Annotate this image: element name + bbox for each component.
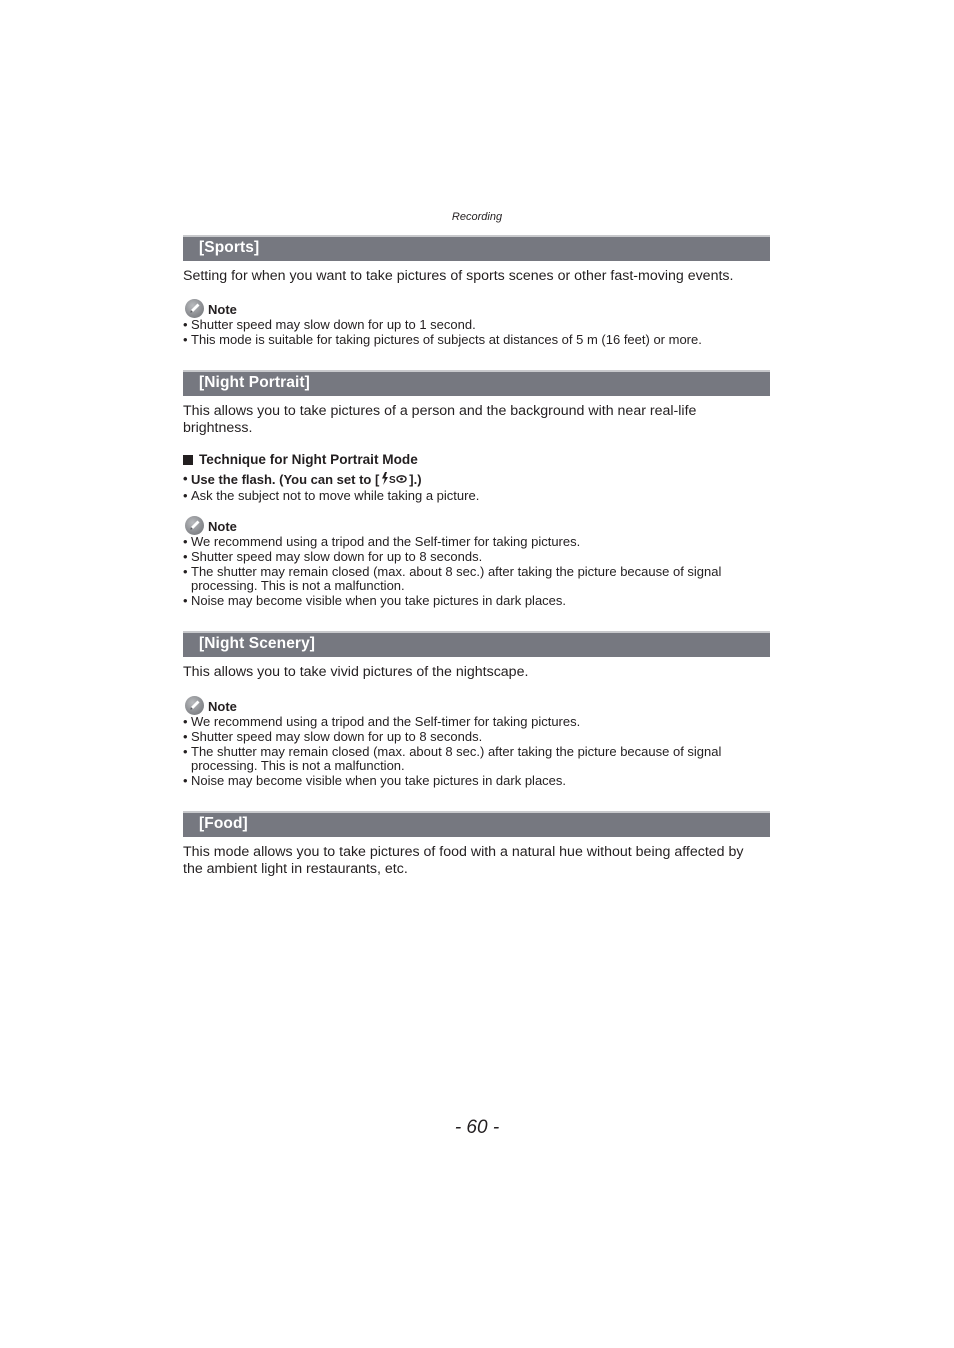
note-label: Note (208, 302, 237, 317)
technique-item: • Ask the subject not to move while taking a picture. (183, 489, 773, 504)
flash-slow-sync-redeye-icon (381, 472, 407, 489)
list-item: • Noise may become visible when you take pictures in dark places. (183, 594, 773, 609)
page-number: - 60 - (454, 1117, 500, 1138)
night-scenery-description: This allows you to take vivid pictures of the nightscape. (183, 664, 529, 680)
section-header-night-scenery (183, 631, 770, 657)
section-header-sports (183, 235, 770, 261)
note-pencil-icon (185, 299, 204, 318)
food-description-line1: This mode allows you to take pictures of food with a natural hue without being affected by (183, 844, 744, 860)
list-item-continuation-text: processing. This is not a malfunction. (191, 758, 405, 774)
night-portrait-description-line2: brightness. (183, 420, 253, 436)
list-item: • We recommend using a tripod and the Self-timer for taking pictures. (183, 535, 773, 550)
technique-list (183, 472, 773, 504)
technique-flash-text-before: Use the flash. (You can set to [ (191, 471, 380, 487)
section-title-night-portrait: [Night Portrait] (199, 374, 310, 391)
note-label: Note (208, 519, 237, 534)
night-portrait-description (183, 403, 773, 437)
technique-item-flash (183, 472, 773, 489)
list-item: • Shutter speed may slow down for up to 8 seconds. (183, 550, 773, 565)
note-pencil-icon (185, 516, 204, 535)
list-item: • The shutter may remain closed (max. about 8 sec.) after taking the picture because of signal (183, 565, 773, 580)
sports-description: Setting for when you want to take pictures of sports scenes or other fast-moving events. (183, 268, 734, 284)
list-item: • We recommend using a tripod and the Self-timer for taking pictures. (183, 715, 773, 730)
sports-note-heading (185, 298, 237, 318)
list-item-continuation-text: processing. This is not a malfunction. (191, 578, 405, 594)
list-item-continuation (183, 759, 773, 774)
list-item: • This mode is suitable for taking pictures of subjects at distances of 5 m (16 feet) or more. (183, 333, 773, 348)
list-item: • Noise may become visible when you take pictures in dark places. (183, 774, 773, 789)
section-title-food: [Food] (199, 815, 248, 832)
food-description-line2: the ambient light in restaurants, etc. (183, 861, 408, 877)
technique-heading (183, 452, 418, 467)
technique-flash-text-after: ].) (409, 471, 422, 487)
section-title-night-scenery: [Night Scenery] (199, 635, 316, 652)
night-portrait-description-line1: This allows you to take pictures of a person and the background with near real-life (183, 403, 697, 419)
note-pencil-icon (185, 696, 204, 715)
technique-title: Technique for Night Portrait Mode (199, 452, 418, 467)
food-description (183, 844, 773, 878)
note-label: Note (208, 699, 237, 714)
list-item-continuation (183, 579, 773, 594)
list-item: • The shutter may remain closed (max. about 8 sec.) after taking the picture because of signal (183, 745, 773, 760)
night-portrait-note-heading (185, 515, 237, 535)
section-header-night-portrait (183, 370, 770, 396)
svg-text:S: S (389, 475, 396, 485)
night-portrait-note-list (183, 535, 773, 609)
night-scenery-note-heading (185, 695, 237, 715)
sports-note-list (183, 318, 773, 348)
section-title-sports: [Sports] (199, 239, 260, 256)
night-scenery-note-list (183, 715, 773, 789)
list-item: • Shutter speed may slow down for up to 1 second. (183, 318, 773, 333)
running-header: Recording (451, 211, 503, 223)
black-square-icon (183, 455, 193, 465)
section-header-food (183, 811, 770, 837)
list-item: • Shutter speed may slow down for up to 8 seconds. (183, 730, 773, 745)
